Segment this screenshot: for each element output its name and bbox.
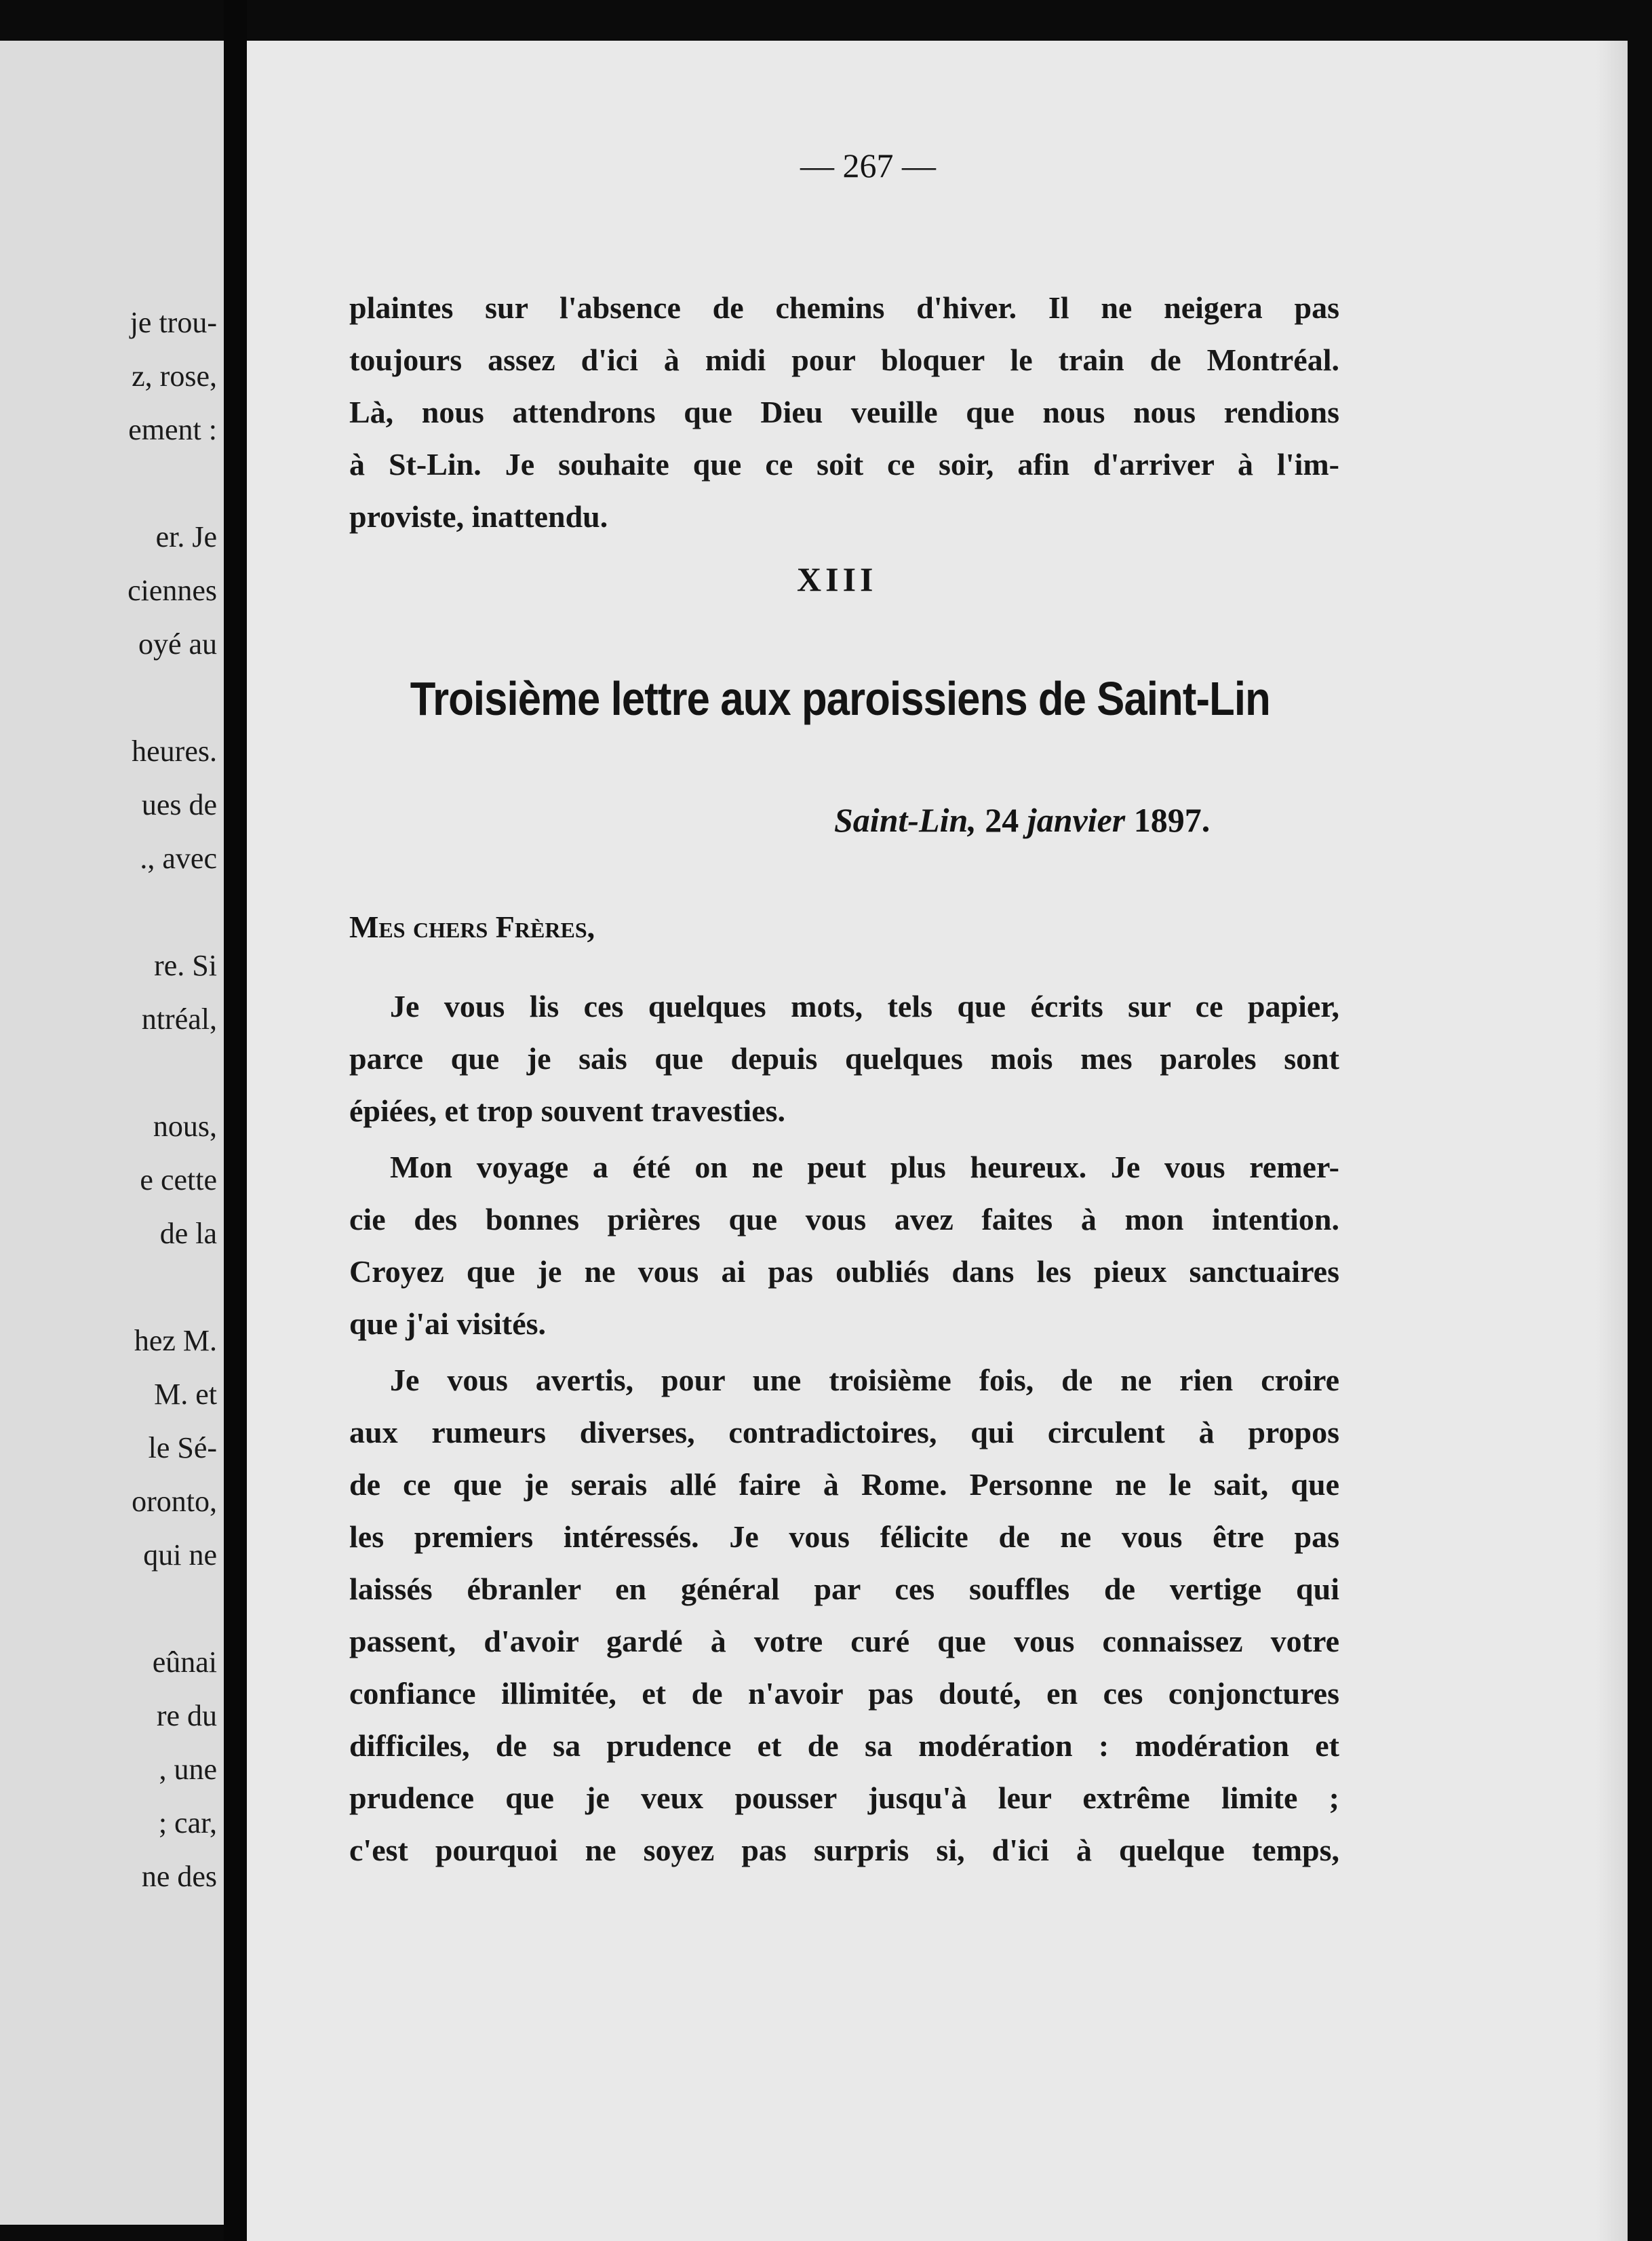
left-page-line: nous, <box>153 1110 217 1143</box>
text-line: Là, nous attendrons que Dieu veuille que nous nous rendions <box>349 395 1339 429</box>
text-line: aux rumeurs diverses, contradictoires, qui circulent à propos <box>349 1415 1339 1449</box>
left-page-line: eûnai <box>152 1645 217 1679</box>
text-line: Je vous avertis, pour une troisième fois, de ne rien croire <box>390 1363 1339 1397</box>
left-page-line: heures. <box>132 735 217 768</box>
left-page-line: je trou- <box>130 306 217 339</box>
dateline-day: 24 <box>985 801 1019 839</box>
left-page-line: ues de <box>141 788 217 821</box>
left-page-line: ., avec <box>140 842 217 875</box>
text-line: à St-Lin. Je souhaite que ce soit ce soir, afin d'arriver à l'im- <box>349 447 1339 482</box>
section-number: XIII <box>797 560 878 598</box>
letter-title: Troisième lettre aux paroissiens de Saint-Lin <box>410 672 1270 725</box>
dateline <box>834 800 1210 840</box>
text-line: confiance illimitée, et de n'avoir pas douté, en ces conjonctures <box>349 1676 1339 1711</box>
text-line: laissés ébranler en général par ces souffles de vertige qui <box>349 1572 1339 1606</box>
text-line: c'est pourquoi ne soyez pas surpris si, d'ici à quelque temps, <box>349 1833 1339 1867</box>
text-line: prudence que je veux pousser jusqu'à leur extrême limite ; <box>349 1780 1339 1815</box>
book-gutter <box>224 0 247 2241</box>
left-page-line: re. Si <box>154 949 217 982</box>
left-page-line: oronto, <box>132 1485 217 1518</box>
left-page-line: le Sé- <box>148 1431 217 1464</box>
left-page-line: z, rose, <box>132 359 217 393</box>
left-page-line: er. Je <box>155 520 217 553</box>
paragraph <box>349 1141 1339 1350</box>
text-line: de ce que je serais allé faire à Rome. Personne ne le sait, que <box>349 1467 1339 1502</box>
left-page-line: qui ne <box>143 1538 217 1572</box>
left-page-line: oyé au <box>138 627 217 661</box>
scan-top-border <box>247 0 1652 41</box>
text-line: Je vous lis ces quelques mots, tels que écrits sur ce papier, <box>390 989 1339 1024</box>
text-line: toujours assez d'ici à midi pour bloquer le train de Montréal. <box>349 343 1339 377</box>
dateline-month: janvier <box>1027 801 1126 839</box>
text-line: plaintes sur l'absence de chemins d'hiver. Il ne neigera pas <box>349 290 1339 325</box>
text-line: passent, d'avoir gardé à votre curé que vous connaissez votre <box>349 1624 1339 1658</box>
left-facing-page <box>0 41 224 2225</box>
dateline-year: 1897. <box>1133 801 1211 839</box>
left-page-line: re du <box>156 1699 217 1732</box>
left-page-line: ne des <box>141 1860 217 1893</box>
left-page-line: de la <box>159 1217 217 1250</box>
text-line: difficiles, de sa prudence et de sa modération : modération et <box>349 1728 1339 1763</box>
left-page-line: ement : <box>128 413 217 446</box>
text-line: que j'ai visités. <box>349 1306 547 1341</box>
letter-body <box>349 980 1339 1880</box>
text-line: proviste, inattendu. <box>349 499 608 534</box>
text-line: les premiers intéressés. Je vous félicite de ne vous être pas <box>349 1519 1339 1554</box>
left-page-line: M. et <box>154 1378 217 1411</box>
text-line: cie des bonnes prières que vous avez faites à mon intention. <box>349 1202 1339 1236</box>
scan-right-border <box>1628 0 1652 2241</box>
text-line: parce que je sais que depuis quelques mois mes paroles sont <box>349 1041 1339 1076</box>
text-line: Mon voyage a été on ne peut plus heureux. Je vous remer- <box>390 1150 1339 1184</box>
left-page-line: e cette <box>140 1163 217 1196</box>
salutation: Mes chers Frères, <box>349 910 595 944</box>
text-line: Croyez que je ne vous ai pas oubliés dans les pieux sanctuaires <box>349 1254 1339 1289</box>
left-page-line: ciennes <box>127 574 217 607</box>
dateline-place: Saint-Lin, <box>834 801 977 839</box>
paragraph <box>349 980 1339 1137</box>
left-page-line: ; car, <box>158 1806 217 1839</box>
paragraph <box>349 1354 1339 1876</box>
opening-paragraph <box>349 281 1339 543</box>
left-page-line: ntréal, <box>141 1002 217 1036</box>
page-number: — 267 — <box>800 147 936 184</box>
text-line: épiées, et trop souvent travesties. <box>349 1093 786 1128</box>
left-page-line: hez M. <box>134 1324 217 1357</box>
left-page-line: , une <box>159 1753 217 1786</box>
